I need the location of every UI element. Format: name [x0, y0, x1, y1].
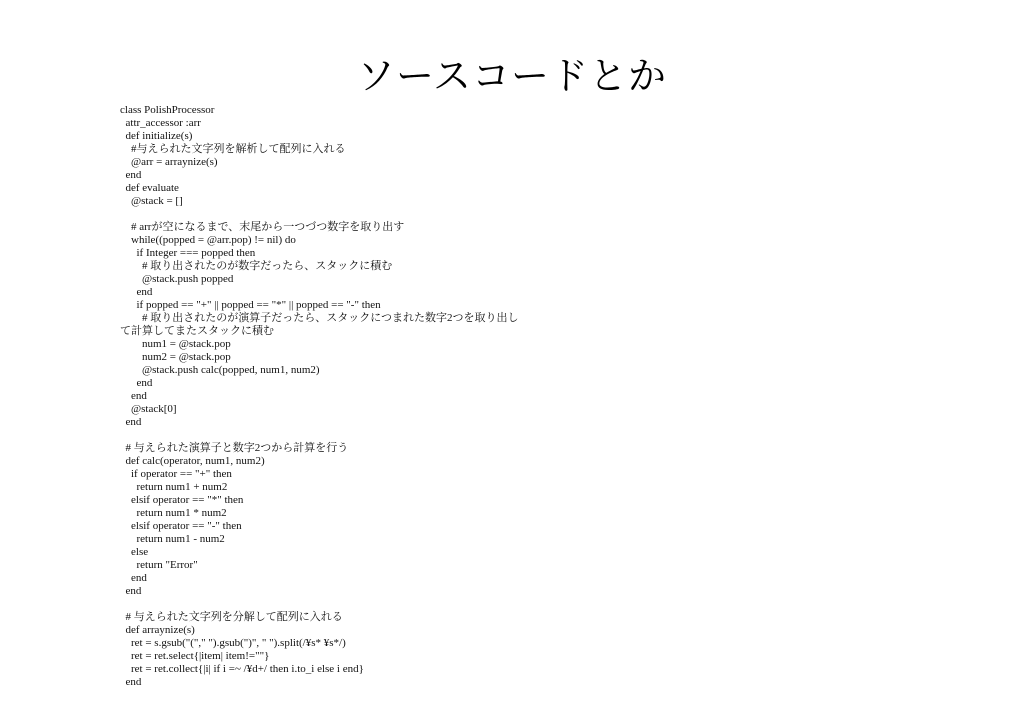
code-line: return num1 * num2 [120, 507, 227, 519]
code-line: #与えられた文字列を解析して配列に入れる [120, 143, 346, 155]
code-line: # arrが空になるまで、末尾から一つづつ数字を取り出す [120, 221, 405, 233]
code-line: else [120, 546, 149, 558]
code-line: num1 = @stack.pop [120, 338, 231, 350]
code-line: def arraynize(s) [120, 624, 195, 636]
code-line: if operator == "+" then [120, 468, 232, 480]
code-line: end [120, 572, 147, 584]
code-line: num2 = @stack.pop [120, 351, 231, 363]
code-line: return num1 - num2 [120, 533, 225, 545]
code-line: end [120, 416, 142, 428]
code-line [120, 208, 1000, 221]
code-line: # 与えられた文字列を分解して配列に入れる [120, 611, 343, 623]
code-line: # 取り出されたのが演算子だったら、スタックにつまれた数字2つを取り出し [120, 312, 519, 324]
code-line: @stack = [] [120, 195, 183, 207]
code-line: end [120, 169, 142, 181]
code-line: def initialize(s) [120, 130, 193, 142]
code-line: while((popped = @arr.pop) != nil) do [120, 234, 296, 246]
code-line: て計算してまたスタックに積む [120, 325, 274, 337]
code-line: end [120, 676, 142, 688]
code-line: ret = ret.select{|item| item!=""} [120, 650, 270, 662]
code-line: end [120, 286, 153, 298]
code-line: class PolishProcessor [120, 104, 215, 116]
code-line: @stack.push popped [120, 273, 234, 285]
code-line: end [120, 390, 147, 402]
code-line: if Integer === popped then [120, 247, 256, 259]
code-line: # 与えられた演算子と数字2つから計算を行う [120, 442, 349, 454]
code-line: return num1 + num2 [120, 481, 228, 493]
code-line: def calc(operator, num1, num2) [120, 455, 265, 467]
code-line: @stack[0] [120, 403, 177, 415]
code-line [120, 598, 1000, 611]
code-line: @stack.push calc(popped, num1, num2) [120, 364, 320, 376]
code-line: elsif operator == "-" then [120, 520, 242, 532]
code-line: attr_accessor :arr [120, 117, 201, 129]
code-line: return "Error" [120, 559, 198, 571]
code-line: elsif operator == "*" then [120, 494, 244, 506]
code-line: # 取り出されたのが数字だったら、スタックに積む [120, 260, 393, 272]
code-line: ret = s.gsub("("," ").gsub(")", " ").split(/¥s* ¥s*/) [120, 637, 346, 649]
code-line: @arr = arraynize(s) [120, 156, 218, 168]
code-line: end [120, 585, 142, 597]
code-line: end [120, 377, 153, 389]
code-block [120, 104, 1000, 689]
code-line [120, 429, 1000, 442]
code-line: def evaluate [120, 182, 179, 194]
code-line: if popped == "+" || popped == "*" || popped == "-" then [120, 299, 381, 311]
slide-title: ソースコードとか [356, 54, 668, 98]
code-line: ret = ret.collect{|i| if i =~ /¥d+/ then i.to_i else i end} [120, 663, 364, 675]
